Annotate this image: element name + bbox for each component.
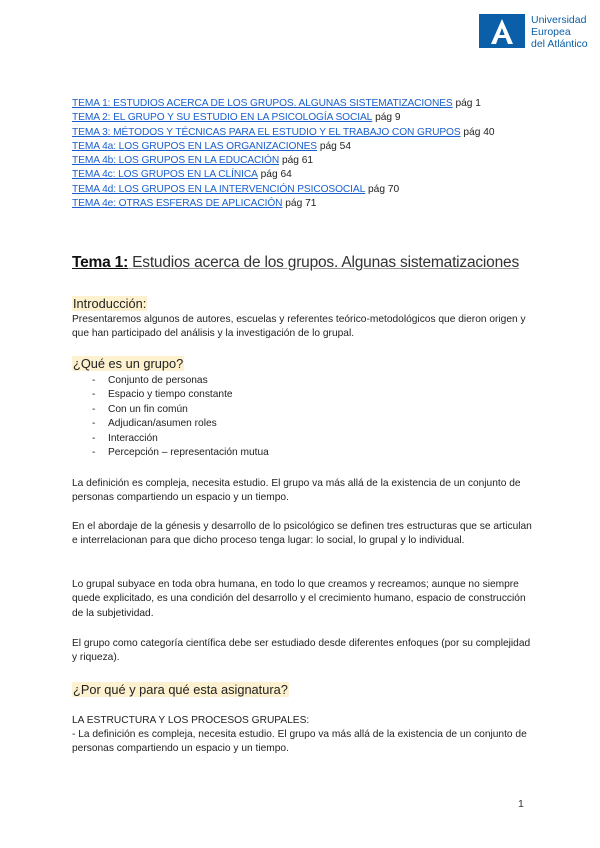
estructura-text: - La definición es compleja, necesita estudio. El grupo va más allá de la existencia de un conjunto de personas compartiendo un espacio y un tiempo. bbox=[72, 729, 527, 755]
logo-line: Europea bbox=[531, 26, 571, 38]
toc-link-tema-4d[interactable]: TEMA 4d: LOS GRUPOS EN LA INTERVENCIÓN PSICOSOCIAL bbox=[72, 183, 366, 195]
intro-text: Presentaremos algunos de autores, escuelas y referentes teórico-metodológicos que dieron origen y que han participado del análisis y la investigación de lo grupal. bbox=[72, 314, 526, 340]
toc-link-tema-2[interactable]: TEMA 2: EL GRUPO Y SU ESTUDIO EN LA PSICOLOGÍA SOCIAL bbox=[72, 112, 373, 124]
toc-page: pág 71 bbox=[282, 198, 317, 210]
toc-row bbox=[72, 126, 534, 140]
toc-row bbox=[72, 154, 534, 168]
estructura-subheading: LA ESTRUCTURA Y LOS PROCESOS GRUPALES: bbox=[72, 715, 310, 726]
toc-link-tema-4b[interactable]: TEMA 4b: LOS GRUPOS EN LA EDUCACIÓN bbox=[72, 155, 280, 167]
list-item: - Conjunto de personas bbox=[92, 374, 269, 388]
que-es-heading: ¿Qué es un grupo? bbox=[73, 356, 184, 371]
toc-link-tema-1[interactable]: TEMA 1: ESTUDIOS ACERCA DE LOS GRUPOS. ALGUNAS SISTEMATIZACIONES bbox=[72, 98, 453, 109]
paragraph-lo-grupal: Lo grupal subyace en toda obra humana, en todo lo que creamos y recreamos; aunque no siempre quede explicitado, es una condición del desarrollo y el crecimiento humano, espacio de construcción de la subjetividad. bbox=[72, 579, 526, 619]
paragraph-categoria: El grupo como categoría científica debe ser estudiado desde diferentes enfoques (por su complejidad y riqueza). bbox=[72, 638, 531, 664]
toc-link-tema-3[interactable]: TEMA 3: MÉTODOS Y TÉCNICAS PARA EL ESTUDIO Y EL TRABAJO CON GRUPOS bbox=[72, 126, 461, 138]
logo-line: del Atlántico bbox=[531, 38, 588, 50]
toc-link-tema-4e[interactable]: TEMA 4e: OTRAS ESFERAS DE APLICACIÓN bbox=[72, 198, 283, 210]
tema-title-rest: Estudios acerca de los grupos. Algunas sistematizaciones bbox=[128, 254, 519, 271]
toc-row bbox=[72, 197, 534, 211]
list-item-text: Interacción bbox=[108, 432, 158, 444]
toc-page: pág 54 bbox=[317, 140, 351, 152]
logo-text bbox=[531, 14, 588, 50]
group-characteristics-list bbox=[92, 374, 269, 460]
toc-row bbox=[72, 183, 534, 197]
table-of-contents bbox=[72, 97, 534, 211]
page-number: 1 bbox=[518, 798, 524, 810]
list-item-text: Percepción – representación mutua bbox=[108, 447, 269, 459]
toc-link-tema-4c[interactable]: TEMA 4c: LOS GRUPOS EN LA CLÍNICA bbox=[72, 169, 258, 181]
toc-link-tema-4a[interactable]: TEMA 4a: LOS GRUPOS EN LAS ORGANIZACIONES bbox=[72, 140, 317, 152]
intro-heading: Introducción: bbox=[73, 296, 147, 311]
paragraph-structures: En el abordaje de la génesis y desarrollo de lo psicológico se definen tres estructuras que se articulan e interrelacionan para que dicho proceso tenga lugar: lo social, lo grupal y lo individual. bbox=[72, 521, 532, 547]
tema-title-lead: Tema 1: bbox=[72, 254, 129, 271]
list-item: - Espacio y tiempo constante bbox=[92, 388, 269, 402]
por-que-heading: ¿Por qué y para qué esta asignatura? bbox=[73, 682, 288, 697]
toc-page: pág 9 bbox=[372, 112, 401, 124]
toc-page: pág 40 bbox=[460, 126, 495, 138]
tema-1-title bbox=[72, 254, 542, 272]
list-item: - Percepción – representación mutua bbox=[92, 446, 269, 460]
list-item-text: Adjudican/asumen roles bbox=[108, 418, 217, 430]
list-item: - Interacción bbox=[92, 432, 269, 446]
university-logo bbox=[479, 14, 588, 50]
logo-a-icon bbox=[479, 14, 525, 48]
list-item-text: Conjunto de personas bbox=[108, 375, 208, 386]
list-item-text: Espacio y tiempo constante bbox=[108, 389, 233, 401]
toc-row bbox=[72, 140, 534, 154]
toc-page: pág 1 bbox=[452, 98, 481, 109]
list-item: - Con un fin común bbox=[92, 403, 269, 417]
toc-page: pág 64 bbox=[257, 169, 292, 181]
toc-row bbox=[72, 97, 534, 111]
list-item-text: Con un fin común bbox=[108, 403, 188, 415]
paragraph-definition: La definición es compleja, necesita estudio. El grupo va más allá de la existencia de un conjunto de personas compartiendo un espacio y un tiempo. bbox=[72, 478, 521, 504]
toc-page: pág 61 bbox=[279, 155, 314, 167]
toc-row bbox=[72, 168, 534, 182]
logo-line: Universidad bbox=[531, 14, 587, 26]
toc-row bbox=[72, 111, 534, 125]
list-item: - Adjudican/asumen roles bbox=[92, 417, 269, 431]
toc-page: pág 70 bbox=[365, 183, 400, 195]
